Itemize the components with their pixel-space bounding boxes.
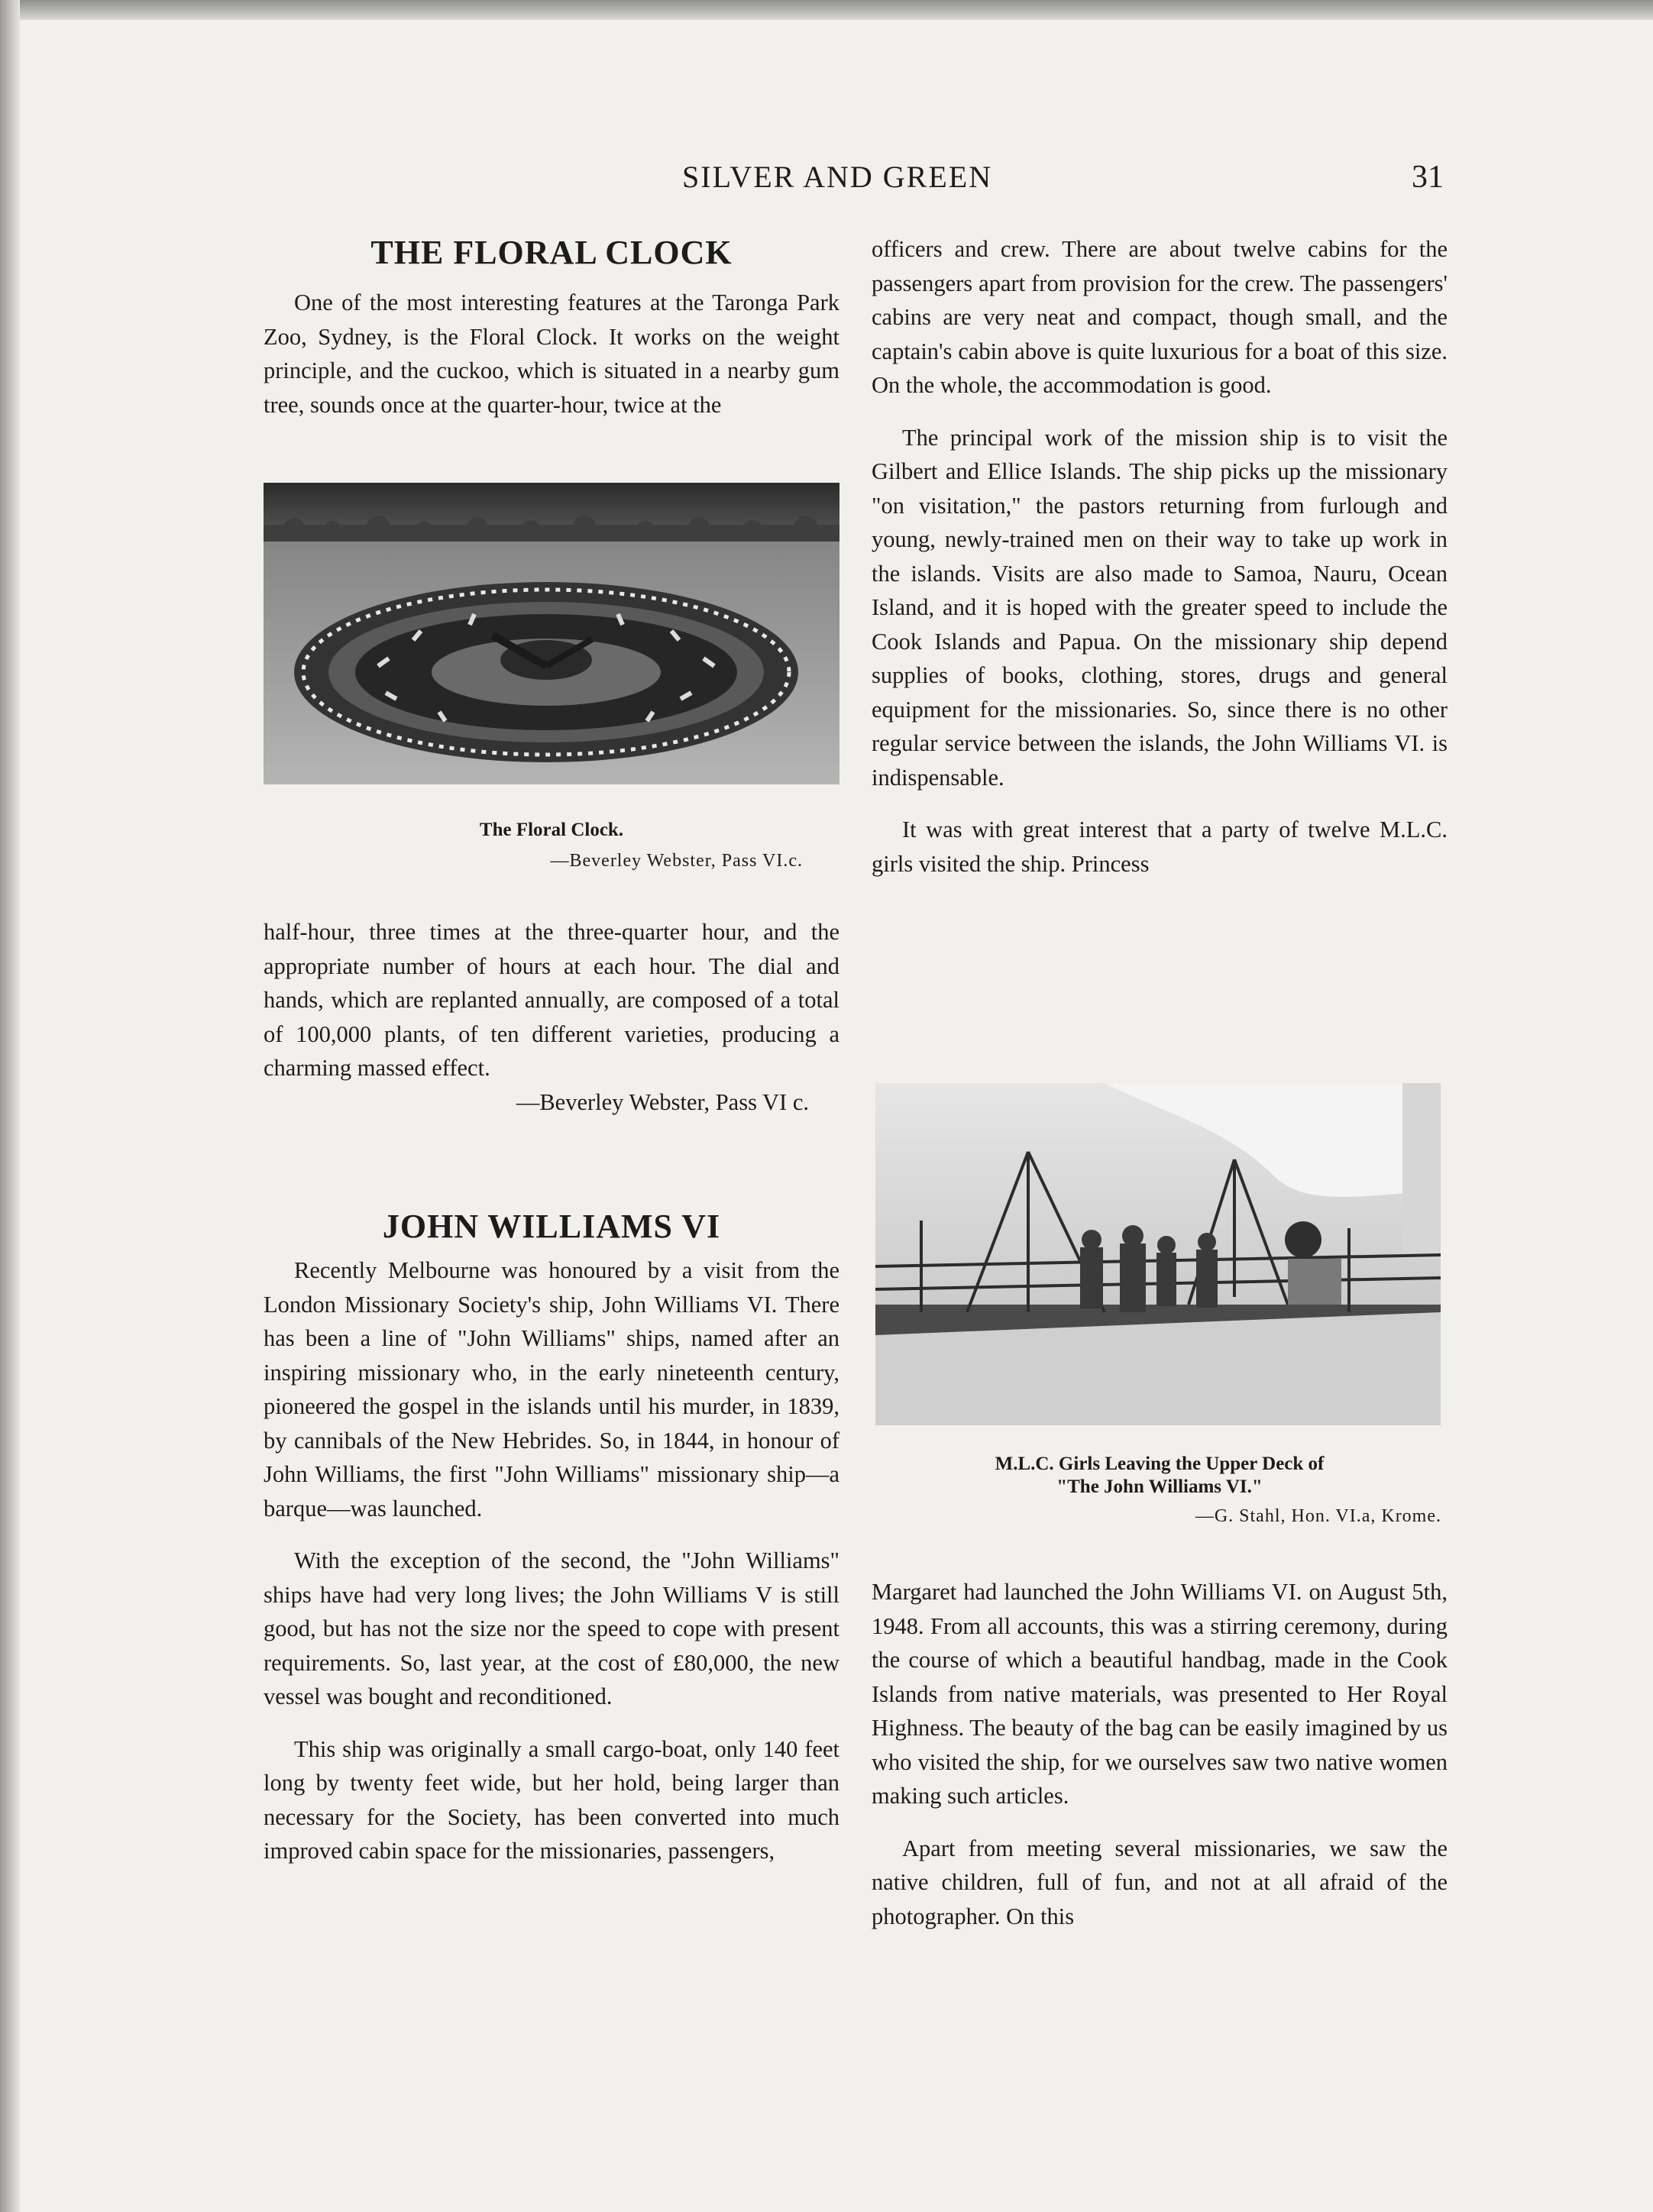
running-header [260,159,1444,205]
john-williams-paragraph-1: Recently Melbourne was honoured by a visit from the London Missionary Society's ship, John Williams VI. There has been a line of "John Williams" ships, named after an inspiring missionary who, in the early nineteenth century, pioneered the gospel in the islands until his murder, in 1839, by cannibals of the New Hebrides. So, in 1844, in honour of John Williams, the first "John Williams" missionary ship—a barque—was launched. [264,1257,839,1522]
john-williams-article-start [264,1207,839,1868]
ship-photo-caption-block [872,1453,1448,1527]
page-edge-top [0,0,1653,20]
floral-clock-photo [264,483,839,784]
john-williams-paragraph-6: It was with great interest that a party of twelve M.L.C. girls visited the ship. Princess [872,817,1448,877]
floral-clock-photo-credit: —Beverley Webster, Pass VI.c. [550,851,803,871]
john-williams-paragraph-2: With the exception of the second, the "John Williams" ships have had very long lives; the John Williams V is still good, but has not the size nor the speed to cope with present requirements. So, last year, at the cost of £80,000, the new vessel was bought and reconditioned. [264,1547,839,1709]
john-williams-right-column-bottom [872,1575,1448,1933]
floral-clock-paragraph-2: half-hour, three times at the three-quarter hour, and the appropriate number of hours at each hour. The dial and hands, which are replanted annually, are composed of a total of 100,000 plants, of ten different varieties, producing a charming massed effect. [264,919,839,1081]
floral-clock-photo-caption: The Floral Clock. [479,820,624,840]
ship-photo-credit: —G. Stahl, Hon. VI.a, Krome. [1195,1506,1441,1526]
ship-photo-caption-line-1: M.L.C. Girls Leaving the Upper Deck of [995,1454,1325,1474]
page-edge-left [0,0,20,2212]
john-williams-paragraph-7: Margaret had launched the John Williams VI. on August 5th, 1948. From all accounts, this was a stirring ceremony, during the course of which a beautiful handbag, made in the Cook Islands from native materials, was presented to Her Royal Highness. The beauty of the bag can be easily imagined by us who visited the ship, for we ourselves saw two native women making such articles. [872,1579,1448,1809]
floral-clock-signature: —Beverley Webster, Pass VI c. [516,1088,809,1115]
john-williams-paragraph-3: This ship was originally a small cargo-boat, only 140 feet long by twenty feet wide, but her hold, being larger than necessary for the Society, has been converted into much improved cabin space for the missionaries, passengers, [264,1735,839,1864]
floral-clock-heading: THE FLORAL CLOCK [370,234,733,271]
floral-clock-continued [264,915,839,1119]
floral-clock-paragraph-1: One of the most interesting features at the Taronga Park Zoo, Sydney, is the Floral Clock. It works on the weight principle, and the cuckoo, which is situated in a nearby gum tree, sounds once at the quarter-hour, twice at the [264,289,839,418]
ship-deck-photo [875,1083,1441,1425]
ship-photo-caption-line-2: "The John Williams VI." [1056,1476,1263,1497]
floral-clock-intro [264,233,839,422]
page-number: 31 [1412,160,1444,195]
magazine-title: SILVER AND GREEN [682,160,993,194]
john-williams-heading: JOHN WILLIAMS VI [382,1208,721,1245]
john-williams-paragraph-5: The principal work of the mission ship is to visit the Gilbert and Ellice Islands. The ship picks up the missionary "on visitation," the pastors returning from furlough and young, newly-trained men on their way to take up work in the islands. Visits are also made to Samoa, Nauru, Ocean Island, and it is hoped with the greater speed to include the Cook Islands and Papua. On the missionary ship depend supplies of books, clothing, stores, drugs and general equipment for the missionaries. So, since there is no other regular service between the islands, the John Williams VI. is indispensable. [872,424,1448,791]
john-williams-paragraph-4: officers and crew. There are about twelve cabins for the passengers apart from provision for the crew. The passengers' cabins are very neat and compact, though small, and the captain's cabin above is quite luxurious for a boat of this size. On the whole, the accommodation is good. [872,236,1448,398]
john-williams-right-column-top [872,232,1448,881]
john-williams-paragraph-8: Apart from meeting several missionaries, we saw the native children, full of fun, and not at all afraid of the photographer. On this [872,1835,1448,1929]
floral-clock-photo-caption-block [264,819,839,872]
